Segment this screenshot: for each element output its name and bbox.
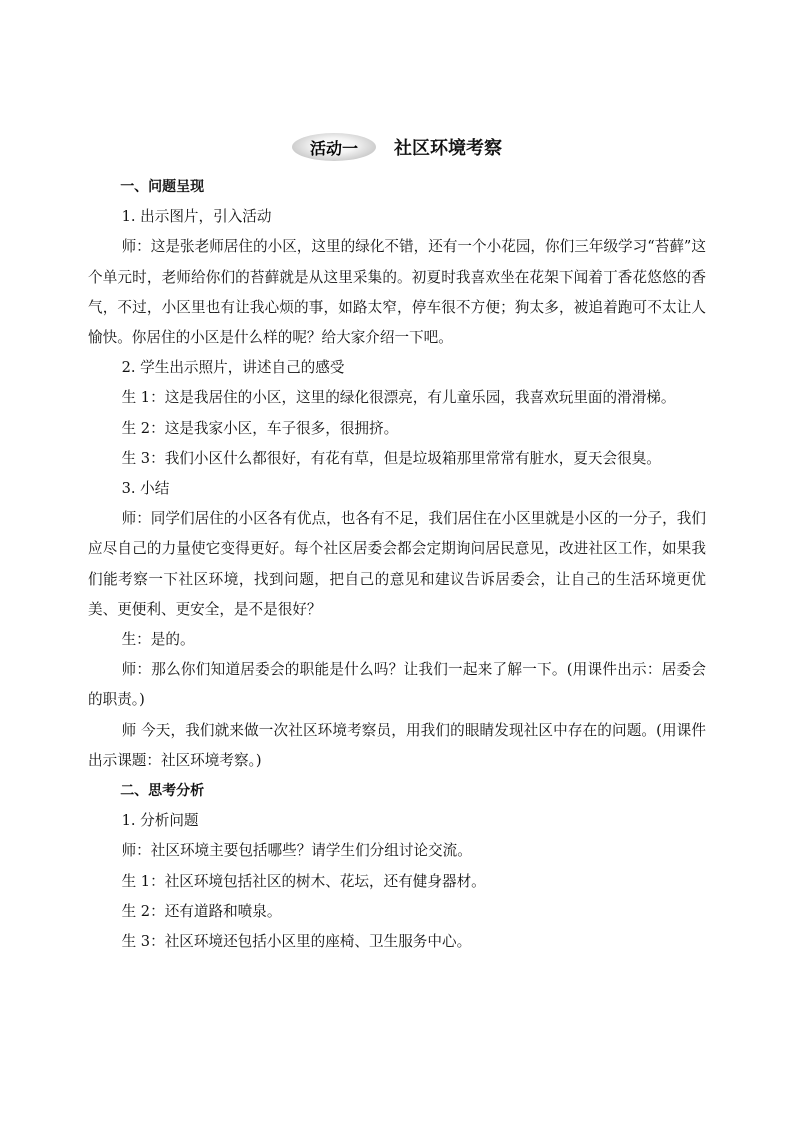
paragraph: 生 3：我们小区什么都很好，有花有草，但是垃圾箱那里常常有脏水，夏天会很臭。 [121, 449, 661, 467]
section-heading: 一、问题呈现 [120, 179, 205, 195]
paragraph: 师：社区环境主要包括哪些？请学生们分组讨论交流。 [121, 842, 472, 860]
paragraph: 2. 学生出示照片，讲述自己的感受 [121, 359, 345, 377]
paragraph: 师 今天，我们就来做一次社区环境考察员，用我们的眼睛发现社区中存在的问题。(用课件出示课题：社区环境考察。) [88, 721, 706, 769]
activity-title-text: 社区环境考察 [394, 138, 502, 159]
paragraph: 师：同学们居住的小区各有优点，也各有不足，我们居住在小区里就是小区的一分子，我们应尽自己的力量使它变得更好。每个社区居委会都会定期询问居民意见，改进社区工作，如果我们能考察一下社区环境，找到问题，把自己的意见和建议告诉居委会，让自己的生活环境更优美、更便利、更安全，是不是很好？ [88, 510, 706, 618]
paragraph: 生 1：社区环境包括社区的树木、花坛，还有健身器材。 [121, 872, 486, 890]
paragraph: 1. 分析问题 [121, 812, 199, 830]
paragraph: 3. 小结 [121, 480, 170, 498]
paragraph: 生 2：还有道路和喷泉。 [121, 902, 282, 920]
paragraph: 师：那么你们知道居委会的职能是什么吗？让我们一起来了解一下。(用课件出示：居委会的职责。) [88, 661, 706, 709]
paragraph: 生 2：这是我家小区，车子很多，很拥挤。 [121, 419, 399, 437]
activity-badge [292, 133, 376, 161]
paragraph: 生：是的。 [121, 631, 195, 649]
paragraph: 生 3：社区环境还包括小区里的座椅、卫生服务中心。 [121, 933, 472, 951]
paragraph: 1. 出示图片，引入活动 [121, 208, 272, 226]
document-body [88, 172, 706, 957]
activity-badge-label: 活动一 [309, 138, 358, 158]
section-heading: 二、思考分析 [120, 783, 205, 800]
paragraph: 生 1：这是我居住的小区，这里的绿化很漂亮，有儿童乐园，我喜欢玩里面的滑滑梯。 [121, 389, 676, 407]
paragraph: 师：这是张老师居住的小区，这里的绿化不错，还有一个小花园，你们三年级学习“苔藓”这个单元时，老师给你们的苔藓就是从这里采集的。初夏时我喜欢坐在花架下闻着丁香花悠悠的香气，不过，小区里也有让我心烦的事，如路太窄，停车很不方便；狗太多，被追着跑可不太让人愉快。你居住的小区是什么样的呢？给大家介绍一下吧。 [88, 238, 706, 347]
activity-title [0, 132, 794, 162]
